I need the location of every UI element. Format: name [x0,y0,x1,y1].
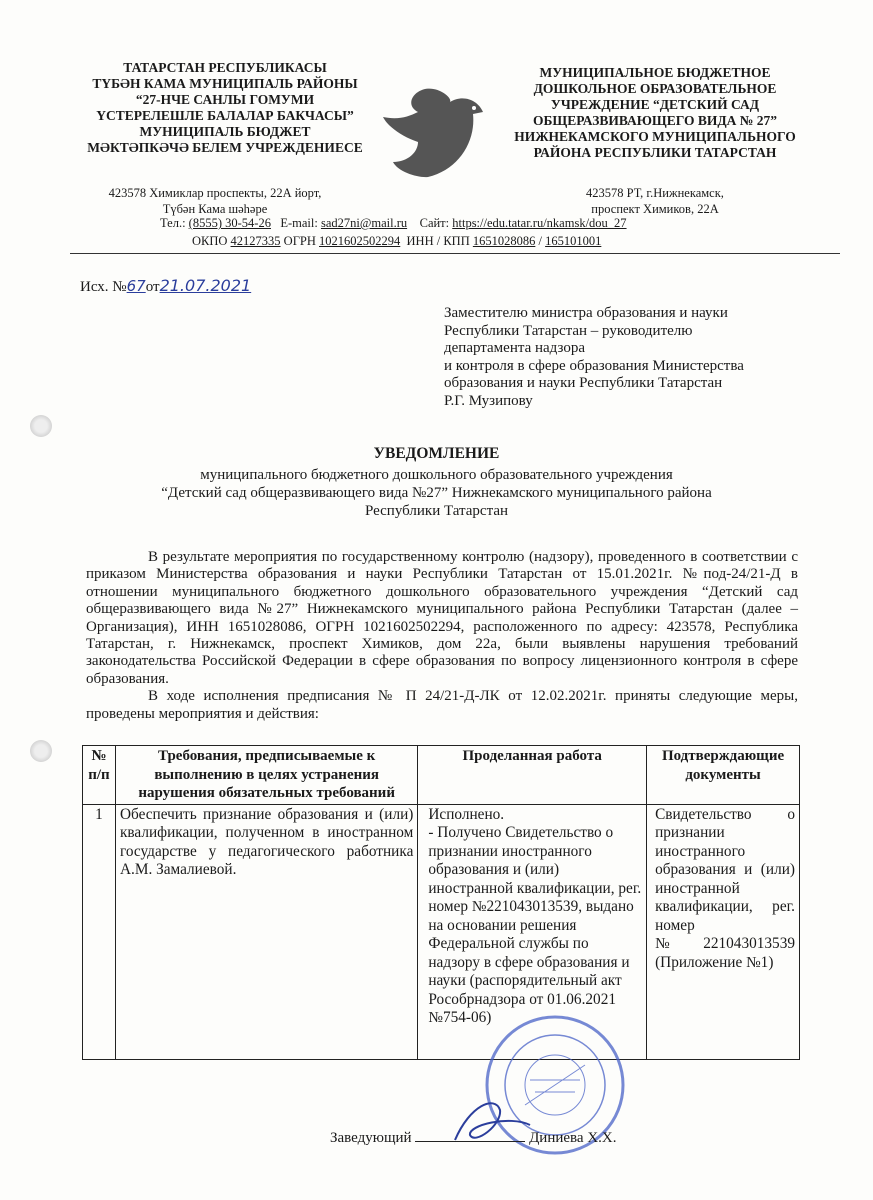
text: Заместителю министра образования и науки [444,305,728,321]
text: ТҮБӘН КАМА МУНИЦИПАЛЬ РАЙОНЫ [92,76,358,91]
label: Сайт: [419,216,450,230]
text: Р.Г. Музипову [444,392,533,409]
ogrn: 1021602502294 [319,234,401,248]
text: и контроля в сфере образования Министерства [444,357,744,374]
measures-table [82,745,800,1060]
column-header: Подтверждающие документы [647,746,800,805]
text: 423578 Химиклар проспекты, 22А йорт, [108,186,322,200]
text: “Детский сад общеразвивающего вида №27” Нижнекамского муниципального района [161,485,712,501]
cell: Исполнено. - Получено Свидетельство о признании иностранного образования и (или) иностранной квалификации, рег. номер №221043013539, выдано на основании решения Федеральной службы по надзору в сфере образования и науки (распорядительный акт Рособрнадзора от 01.06.2021 №754-06) [418,804,647,1059]
outgoing-date: 21.07.2021 [159,276,252,295]
phone-link[interactable]: (8555) 30-54-26 [188,216,271,230]
column-header: № п/п [83,746,116,805]
document-title: УВЕДОМЛЕНИЕ [373,445,500,462]
document-subtitle [0,466,873,520]
text: ОБЩЕРАЗВИВАЮЩЕГО ВИДА № 27” [533,113,777,128]
text: образования и науки Республики Татарстан [444,375,723,391]
email-link[interactable]: sad27ni@mail.ru [320,216,408,230]
body-text [86,549,798,723]
signer-name: Диниева Х.Х. [529,1130,617,1146]
cell: Обеспечить признание образования и (или) квалификации, полученном в иностранном государстве у педагогического работника А.М. Замалиевой. [115,804,417,1059]
text: муниципального бюджетного дошкольного образовательного учреждения [200,467,673,483]
handwritten-signature [440,1085,540,1155]
text: ДОШКОЛЬНОЕ ОБРАЗОВАТЕЛЬНОЕ [533,81,777,96]
bird-logo-icon [378,82,488,182]
cell: 1 [83,804,116,1059]
registry-line: ОКПО 42127335 ОГРН 1021602502294 ИНН / КПП 1651028086 / 165101001 [192,234,602,248]
paragraph: В ходе исполнения предписания № П 24/21-Д-ЛК от 12.02.2021г. приняты следующие меры, проведены мероприятия и действия: [86,688,798,722]
label: Тел.: [160,216,186,230]
label: ОКПО [192,234,228,248]
label: ИНН / КПП [406,234,470,248]
column-header: Проделанная работа [418,746,647,805]
text: МӘКТӘПКӘЧӘ БЕЛЕМ УЧРЕЖДЕНИЕСЕ [87,140,363,155]
signer-position: Заведующий [330,1130,412,1146]
text: НИЖНЕКАМСКОГО МУНИЦИПАЛЬНОГО [514,129,796,144]
text: 423578 РТ, г.Нижнекамск, [586,186,724,200]
text: департамента надзора [444,340,585,356]
label: от [145,279,160,295]
okpo: 42127335 [230,234,281,248]
text: УЧРЕЖДЕНИЕ “ДЕТСКИЙ САД [550,97,760,112]
text: Республики Татарстан [364,503,509,519]
outgoing-number-value: 67 [126,277,146,295]
header-left-org [70,60,380,156]
label: Исх. № [80,279,127,295]
text: Республики Татарстан – руководителю [444,322,693,339]
site-link[interactable]: https://edu.tatar.ru/nkamsk/dou_27 [452,216,627,230]
kpp: 165101001 [545,234,602,248]
text: ҮСТЕРЕЛЕШЛЕ БАЛАЛАР БАКЧАСЫ” [96,108,354,123]
cell: Свидетельство о признании иностранного образования и (или) иностранной квалификации, рег. номер №221043013539 (Приложение №1) [647,804,800,1059]
header-right-org [505,65,805,161]
punch-hole [30,415,52,437]
text: Түбән Кама шәһәре [162,202,268,216]
text: МУНИЦИПАЛЬ БЮДЖЕТ [139,124,311,139]
label: ОГРН [283,234,316,248]
text: РАЙОНА РЕСПУБЛИКИ ТАТАРСТАН [533,145,777,160]
inn: 1651028086 [472,234,536,248]
text: МУНИЦИПАЛЬНОЕ БЮДЖЕТНОЕ [539,65,771,80]
table-header-row [83,746,800,805]
label: E-mail: [280,216,318,230]
left-address [100,185,330,217]
text: “27-НЧЕ САНЛЫ ГОМУМИ [135,92,315,107]
right-address [540,185,770,217]
table-row [83,804,800,1059]
paragraph: В результате мероприятия по государственному контролю (надзору), проведенного в соответствии с приказом Министерства образования и науки Республики Татарстан от 15.01.2021г. №под-24/21-Д в отношении муниципального бюджетного дошкольного образовательного учреждения “Детский сад общеразвивающего вида №27” Нижнекамского муниципального района Республики Татарстан (далее – Организация), ИНН 1651028086, ОГРН 1021602502294, расположенного по адресу: 423578, Республика Татарстан, г. Нижнекамск, проспект Химиков, дом 22а, были выявлены нарушения требований законодательства Российской Федерации в сфере образования по вопросу лицензионного контроля в сфере образования. [86,549,798,687]
punch-hole [30,740,52,762]
text: проспект Химиков, 22А [591,202,719,216]
header-divider [70,253,840,254]
column-header: Требования, предписываемые к выполнению в целях устранения нарушения обязательных требований [115,746,417,805]
addressee [444,305,744,410]
outgoing-number [80,276,251,296]
text: ТАТАРСТАН РЕСПУБЛИКАСЫ [123,60,327,75]
contacts-line [160,215,627,231]
